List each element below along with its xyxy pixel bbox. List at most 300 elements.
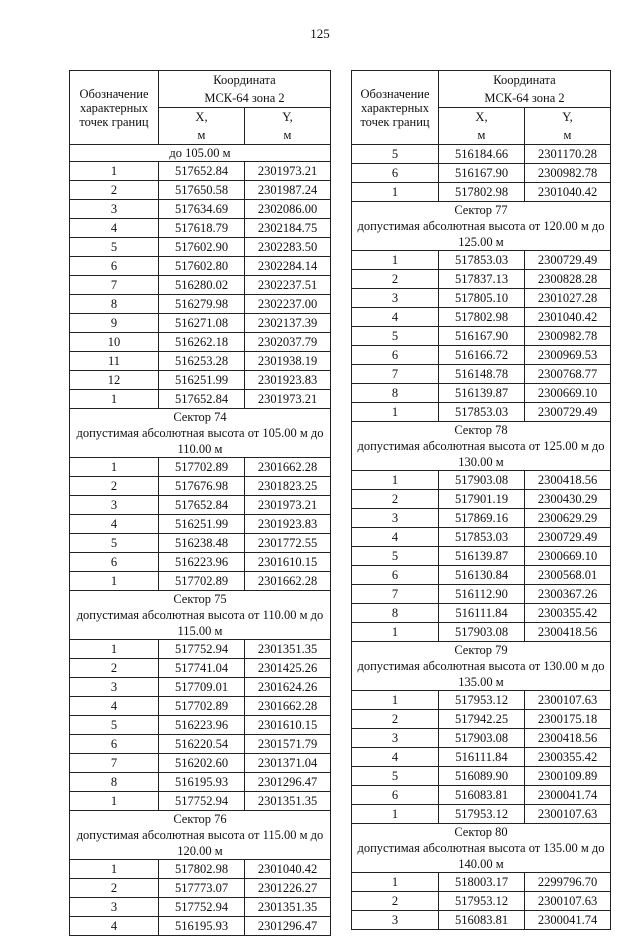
column-header-x bbox=[439, 108, 525, 145]
point-number: 2 bbox=[352, 270, 439, 289]
point-number: 4 bbox=[70, 219, 159, 238]
coordinate-x: 517752.94 bbox=[159, 792, 245, 811]
point-number: 9 bbox=[70, 314, 159, 333]
coordinate-y: 2300355.42 bbox=[525, 748, 611, 767]
coordinate-x: 516139.87 bbox=[439, 384, 525, 403]
point-number: 1 bbox=[352, 873, 439, 892]
coordinate-y: 2301973.21 bbox=[245, 496, 331, 515]
coordinate-y: 2301973.21 bbox=[245, 390, 331, 409]
coordinate-y: 2301973.21 bbox=[245, 162, 331, 181]
table-row bbox=[352, 471, 611, 490]
point-number: 7 bbox=[70, 276, 159, 295]
coordinate-y: 2301823.25 bbox=[245, 477, 331, 496]
table-row bbox=[352, 767, 611, 786]
table-row bbox=[70, 572, 331, 591]
sector-header-row bbox=[70, 409, 331, 458]
sector-altitude-range: допустимая абсолютная высота от 105.00 м до 110.00 м bbox=[76, 426, 324, 456]
table-row bbox=[352, 691, 611, 710]
coordinate-x: 516184.66 bbox=[439, 145, 525, 164]
coordinate-y: 2300629.29 bbox=[525, 509, 611, 528]
sector-header-row bbox=[70, 811, 331, 860]
point-number: 1 bbox=[70, 390, 159, 409]
point-number: 2 bbox=[70, 181, 159, 200]
coordinate-x: 517652.84 bbox=[159, 496, 245, 515]
coordinate-x: 517901.19 bbox=[439, 490, 525, 509]
point-number: 5 bbox=[352, 767, 439, 786]
table-row bbox=[70, 917, 331, 936]
table-row bbox=[352, 892, 611, 911]
sector-header-row bbox=[352, 202, 611, 251]
coordinate-x: 517773.07 bbox=[159, 879, 245, 898]
coordinate-y: 2301662.28 bbox=[245, 697, 331, 716]
coordinate-system: МСК-64 зона 2 bbox=[204, 91, 285, 105]
sector-altitude-range: до 105.00 м bbox=[169, 146, 231, 160]
point-number: 5 bbox=[70, 238, 159, 257]
coordinate-x: 516220.54 bbox=[159, 735, 245, 754]
sector-title: Сектор 80 bbox=[454, 825, 508, 839]
coordinate-x: 517903.08 bbox=[439, 623, 525, 642]
coordinate-y: 2300041.74 bbox=[525, 786, 611, 805]
point-number: 1 bbox=[70, 572, 159, 591]
sector-header bbox=[70, 409, 331, 458]
point-number: 3 bbox=[352, 289, 439, 308]
coordinate-y: 2301027.28 bbox=[525, 289, 611, 308]
point-number: 3 bbox=[352, 911, 439, 930]
coordinate-y: 2301351.35 bbox=[245, 792, 331, 811]
point-number: 3 bbox=[352, 729, 439, 748]
x-label: X, bbox=[475, 110, 488, 124]
coordinate-x: 517953.12 bbox=[439, 691, 525, 710]
sector-altitude-range: допустимая абсолютная высота от 135.00 м до 140.00 м bbox=[357, 841, 605, 871]
coordinate-y: 2300982.78 bbox=[525, 327, 611, 346]
point-number: 12 bbox=[70, 371, 159, 390]
table-row bbox=[352, 585, 611, 604]
coordinate-x: 516083.81 bbox=[439, 786, 525, 805]
table-row bbox=[352, 365, 611, 384]
point-number: 2 bbox=[70, 659, 159, 678]
table-row bbox=[352, 327, 611, 346]
table-row bbox=[70, 640, 331, 659]
point-number: 3 bbox=[70, 200, 159, 219]
table-row bbox=[70, 238, 331, 257]
coordinate-x: 516089.90 bbox=[439, 767, 525, 786]
coordinate-x: 516195.93 bbox=[159, 917, 245, 936]
coordinate-x: 517652.84 bbox=[159, 390, 245, 409]
table-row bbox=[70, 496, 331, 515]
coordinate-y: 2301987.24 bbox=[245, 181, 331, 200]
point-number: 7 bbox=[70, 754, 159, 773]
column-header-y bbox=[245, 108, 331, 145]
sector-title: Сектор 76 bbox=[173, 812, 227, 826]
table-row bbox=[352, 805, 611, 824]
coordinate-x: 517741.04 bbox=[159, 659, 245, 678]
y-unit: м bbox=[563, 128, 572, 142]
coordinate-y: 2300982.78 bbox=[525, 164, 611, 183]
table-row bbox=[352, 566, 611, 585]
table-row bbox=[352, 547, 611, 566]
sector-header bbox=[352, 422, 611, 471]
coordinate-y: 2301425.26 bbox=[245, 659, 331, 678]
coordinate-x: 516251.99 bbox=[159, 515, 245, 534]
table-row bbox=[70, 219, 331, 238]
coordinate-x: 517802.98 bbox=[439, 308, 525, 327]
coordinate-x: 516195.93 bbox=[159, 773, 245, 792]
coordinate-y: 2300367.26 bbox=[525, 585, 611, 604]
coordinate-x: 516166.72 bbox=[439, 346, 525, 365]
table-row bbox=[70, 879, 331, 898]
y-unit: м bbox=[283, 128, 292, 142]
table-row bbox=[70, 276, 331, 295]
point-number: 1 bbox=[352, 251, 439, 270]
coordinate-y: 2301170.28 bbox=[525, 145, 611, 164]
point-number: 1 bbox=[70, 792, 159, 811]
x-label: X, bbox=[195, 110, 208, 124]
point-number: 4 bbox=[70, 917, 159, 936]
coordinate-x: 517702.89 bbox=[159, 458, 245, 477]
coordinate-x: 517853.03 bbox=[439, 403, 525, 422]
point-number: 1 bbox=[352, 623, 439, 642]
table-row bbox=[70, 754, 331, 773]
coordinate-y: 2301296.47 bbox=[245, 917, 331, 936]
coordinate-y: 2301571.79 bbox=[245, 735, 331, 754]
point-number: 4 bbox=[352, 528, 439, 547]
point-number: 8 bbox=[70, 295, 159, 314]
coordinate-y: 2301226.27 bbox=[245, 879, 331, 898]
point-number: 5 bbox=[352, 547, 439, 566]
coordinate-x: 516202.60 bbox=[159, 754, 245, 773]
coordinate-y: 2300041.74 bbox=[525, 911, 611, 930]
coordinate-y: 2301923.83 bbox=[245, 371, 331, 390]
point-number: 1 bbox=[70, 640, 159, 659]
point-number: 11 bbox=[70, 352, 159, 371]
coordinate-y: 2300418.56 bbox=[525, 623, 611, 642]
coordinate-system: МСК-64 зона 2 bbox=[484, 91, 565, 105]
sector-altitude-range: допустимая абсолютная высота от 125.00 м до 130.00 м bbox=[357, 439, 605, 469]
coordinate-y: 2301040.42 bbox=[525, 308, 611, 327]
sector-header-row bbox=[70, 591, 331, 640]
point-number: 1 bbox=[70, 162, 159, 181]
coordinate-x: 517652.84 bbox=[159, 162, 245, 181]
coordinate-x: 516279.98 bbox=[159, 295, 245, 314]
sector-header bbox=[70, 145, 331, 162]
point-number: 4 bbox=[352, 748, 439, 767]
sector-header-row bbox=[70, 145, 331, 162]
coordinate-x: 517953.12 bbox=[439, 892, 525, 911]
table-row bbox=[352, 384, 611, 403]
coordinate-y: 2301351.35 bbox=[245, 898, 331, 917]
coordinates-table-right bbox=[351, 70, 611, 930]
sector-header bbox=[352, 642, 611, 691]
coordinate-x: 516251.99 bbox=[159, 371, 245, 390]
coordinate-x: 517676.98 bbox=[159, 477, 245, 496]
column-header-designation: Обозначение характерных точек границ bbox=[70, 71, 159, 145]
coordinate-x: 518003.17 bbox=[439, 873, 525, 892]
coordinate-y: 2301662.28 bbox=[245, 458, 331, 477]
coordinate-x: 517702.89 bbox=[159, 697, 245, 716]
coordinate-y: 2300729.49 bbox=[525, 251, 611, 270]
sector-header-row bbox=[352, 824, 611, 873]
sector-header bbox=[70, 811, 331, 860]
coordinate-x: 517942.25 bbox=[439, 710, 525, 729]
coordinate-x: 516167.90 bbox=[439, 327, 525, 346]
coordinate-title: Координата bbox=[213, 73, 276, 87]
coordinate-x: 517702.89 bbox=[159, 572, 245, 591]
point-number: 1 bbox=[352, 403, 439, 422]
coordinate-x: 516111.84 bbox=[439, 604, 525, 623]
x-unit: м bbox=[477, 128, 486, 142]
coordinate-y: 2300669.10 bbox=[525, 384, 611, 403]
coordinate-x: 516223.96 bbox=[159, 716, 245, 735]
point-number: 1 bbox=[70, 458, 159, 477]
sector-altitude-range: допустимая абсолютная высота от 120.00 м до 125.00 м bbox=[357, 219, 605, 249]
table-row bbox=[352, 251, 611, 270]
coordinate-x: 517618.79 bbox=[159, 219, 245, 238]
point-number: 7 bbox=[352, 365, 439, 384]
table-row bbox=[70, 181, 331, 200]
sector-altitude-range: допустимая абсолютная высота от 130.00 м до 135.00 м bbox=[357, 659, 605, 689]
coordinate-x: 517602.80 bbox=[159, 257, 245, 276]
coordinate-y: 2300768.77 bbox=[525, 365, 611, 384]
coordinate-x: 516083.81 bbox=[439, 911, 525, 930]
coordinate-y: 2300729.49 bbox=[525, 403, 611, 422]
coordinate-y: 2301662.28 bbox=[245, 572, 331, 591]
point-number: 8 bbox=[352, 604, 439, 623]
sector-header-row bbox=[352, 642, 611, 691]
point-number: 2 bbox=[70, 477, 159, 496]
coordinate-x: 516223.96 bbox=[159, 553, 245, 572]
coordinate-y: 2301040.42 bbox=[245, 860, 331, 879]
table-row bbox=[70, 735, 331, 754]
table-row bbox=[70, 773, 331, 792]
coordinate-y: 2301610.15 bbox=[245, 716, 331, 735]
table-row bbox=[352, 873, 611, 892]
sector-title: Сектор 78 bbox=[454, 423, 508, 437]
coordinate-y: 2300430.29 bbox=[525, 490, 611, 509]
point-number: 6 bbox=[352, 566, 439, 585]
coordinate-y: 2300418.56 bbox=[525, 729, 611, 748]
coordinate-y: 2300107.63 bbox=[525, 805, 611, 824]
table-row bbox=[352, 308, 611, 327]
table-row bbox=[352, 509, 611, 528]
coordinate-y: 2300669.10 bbox=[525, 547, 611, 566]
coordinate-y: 2300109.89 bbox=[525, 767, 611, 786]
coordinate-y: 2302237.00 bbox=[245, 295, 331, 314]
coordinate-y: 2300828.28 bbox=[525, 270, 611, 289]
coordinate-y: 2302086.00 bbox=[245, 200, 331, 219]
coordinate-x: 516167.90 bbox=[439, 164, 525, 183]
coordinate-y: 2300418.56 bbox=[525, 471, 611, 490]
coordinate-x: 517802.98 bbox=[439, 183, 525, 202]
coordinate-y: 2301040.42 bbox=[525, 183, 611, 202]
coordinate-y: 2301772.55 bbox=[245, 534, 331, 553]
coordinate-x: 516262.18 bbox=[159, 333, 245, 352]
point-number: 3 bbox=[70, 678, 159, 697]
coordinate-y: 2302037.79 bbox=[245, 333, 331, 352]
table-row bbox=[70, 659, 331, 678]
x-unit: м bbox=[197, 128, 206, 142]
point-number: 4 bbox=[70, 515, 159, 534]
table-row bbox=[352, 786, 611, 805]
coordinate-y: 2302284.14 bbox=[245, 257, 331, 276]
table-row bbox=[70, 515, 331, 534]
table-row bbox=[352, 729, 611, 748]
coordinate-x: 516139.87 bbox=[439, 547, 525, 566]
coordinate-x: 517752.94 bbox=[159, 898, 245, 917]
point-number: 6 bbox=[70, 553, 159, 572]
coordinate-x: 517903.08 bbox=[439, 729, 525, 748]
table-row bbox=[352, 403, 611, 422]
point-number: 2 bbox=[70, 879, 159, 898]
point-number: 8 bbox=[70, 773, 159, 792]
point-number: 10 bbox=[70, 333, 159, 352]
point-number: 1 bbox=[352, 183, 439, 202]
coordinate-x: 516253.28 bbox=[159, 352, 245, 371]
table-row bbox=[352, 164, 611, 183]
table-row bbox=[352, 270, 611, 289]
table-row bbox=[70, 295, 331, 314]
point-number: 1 bbox=[352, 691, 439, 710]
table-row bbox=[352, 346, 611, 365]
sector-header bbox=[70, 591, 331, 640]
coordinate-y: 2301351.35 bbox=[245, 640, 331, 659]
coordinate-x: 516271.08 bbox=[159, 314, 245, 333]
point-number: 6 bbox=[352, 164, 439, 183]
coordinate-x: 517853.03 bbox=[439, 251, 525, 270]
coordinate-x: 517853.03 bbox=[439, 528, 525, 547]
point-number: 6 bbox=[70, 257, 159, 276]
table-row bbox=[352, 748, 611, 767]
sector-altitude-range: допустимая абсолютная высота от 110.00 м до 115.00 м bbox=[76, 608, 324, 638]
column-header-designation: Обозначение характерных точек границ bbox=[352, 71, 439, 145]
column-header-coordinate bbox=[439, 71, 611, 108]
sector-title: Сектор 79 bbox=[454, 643, 508, 657]
coordinate-y: 2300729.49 bbox=[525, 528, 611, 547]
column-header-y bbox=[525, 108, 611, 145]
table-row bbox=[352, 490, 611, 509]
coordinate-y: 2302283.50 bbox=[245, 238, 331, 257]
table-row bbox=[70, 716, 331, 735]
coordinate-x: 517650.58 bbox=[159, 181, 245, 200]
table-row bbox=[70, 678, 331, 697]
coordinate-y: 2302184.75 bbox=[245, 219, 331, 238]
coordinate-x: 517752.94 bbox=[159, 640, 245, 659]
table-row bbox=[70, 162, 331, 181]
point-number: 2 bbox=[352, 490, 439, 509]
coordinate-y: 2301624.26 bbox=[245, 678, 331, 697]
table-row bbox=[70, 553, 331, 572]
table-row bbox=[352, 604, 611, 623]
point-number: 2 bbox=[352, 710, 439, 729]
point-number: 3 bbox=[70, 496, 159, 515]
table-row bbox=[70, 371, 331, 390]
coordinate-title: Координата bbox=[493, 73, 556, 87]
table-row bbox=[70, 257, 331, 276]
coordinate-y: 2301610.15 bbox=[245, 553, 331, 572]
point-number: 5 bbox=[352, 327, 439, 346]
point-number: 4 bbox=[70, 697, 159, 716]
column-header-x bbox=[159, 108, 245, 145]
table-row bbox=[70, 860, 331, 879]
sector-title: Сектор 75 bbox=[173, 592, 227, 606]
table-row bbox=[70, 477, 331, 496]
coordinate-x: 517805.10 bbox=[439, 289, 525, 308]
point-number: 6 bbox=[70, 735, 159, 754]
point-number: 3 bbox=[70, 898, 159, 917]
coordinate-x: 516130.84 bbox=[439, 566, 525, 585]
coordinate-x: 516111.84 bbox=[439, 748, 525, 767]
coordinate-y: 2300107.63 bbox=[525, 691, 611, 710]
coordinate-y: 2301371.04 bbox=[245, 754, 331, 773]
coordinate-x: 517903.08 bbox=[439, 471, 525, 490]
coordinate-y: 2301296.47 bbox=[245, 773, 331, 792]
coordinate-y: 2302137.39 bbox=[245, 314, 331, 333]
point-number: 5 bbox=[352, 145, 439, 164]
coordinate-y: 2299796.70 bbox=[525, 873, 611, 892]
point-number: 8 bbox=[352, 384, 439, 403]
coordinate-x: 516238.48 bbox=[159, 534, 245, 553]
table-row bbox=[70, 898, 331, 917]
table-row bbox=[352, 528, 611, 547]
coordinate-y: 2300568.01 bbox=[525, 566, 611, 585]
table-row bbox=[352, 623, 611, 642]
sector-title: Сектор 74 bbox=[173, 410, 227, 424]
coordinate-y: 2302237.51 bbox=[245, 276, 331, 295]
table-row bbox=[352, 911, 611, 930]
coordinate-x: 517837.13 bbox=[439, 270, 525, 289]
y-label: Y, bbox=[282, 110, 293, 124]
table-row bbox=[70, 314, 331, 333]
coordinate-x: 517634.69 bbox=[159, 200, 245, 219]
point-number: 1 bbox=[352, 471, 439, 490]
point-number: 6 bbox=[352, 346, 439, 365]
coordinate-y: 2301923.83 bbox=[245, 515, 331, 534]
coordinate-y: 2301938.19 bbox=[245, 352, 331, 371]
point-number: 7 bbox=[352, 585, 439, 604]
table-row bbox=[70, 534, 331, 553]
table-row bbox=[352, 183, 611, 202]
table-row bbox=[70, 200, 331, 219]
coordinate-x: 517869.16 bbox=[439, 509, 525, 528]
table-row bbox=[352, 710, 611, 729]
table-row bbox=[70, 792, 331, 811]
sector-altitude-range: допустимая абсолютная высота от 115.00 м до 120.00 м bbox=[76, 828, 324, 858]
table-row bbox=[70, 333, 331, 352]
table-row bbox=[352, 145, 611, 164]
point-number: 4 bbox=[352, 308, 439, 327]
table-row bbox=[70, 390, 331, 409]
coordinate-x: 516280.02 bbox=[159, 276, 245, 295]
y-label: Y, bbox=[562, 110, 573, 124]
point-number: 1 bbox=[70, 860, 159, 879]
coordinate-x: 517709.01 bbox=[159, 678, 245, 697]
coordinate-x: 516148.78 bbox=[439, 365, 525, 384]
coordinate-x: 517602.90 bbox=[159, 238, 245, 257]
coordinate-x: 516112.90 bbox=[439, 585, 525, 604]
coordinate-y: 2300107.63 bbox=[525, 892, 611, 911]
table-row bbox=[70, 458, 331, 477]
coordinate-x: 517953.12 bbox=[439, 805, 525, 824]
sector-header-row bbox=[352, 422, 611, 471]
coordinate-x: 517802.98 bbox=[159, 860, 245, 879]
coordinate-y: 2300969.53 bbox=[525, 346, 611, 365]
point-number: 5 bbox=[70, 716, 159, 735]
sector-title: Сектор 77 bbox=[454, 203, 508, 217]
point-number: 1 bbox=[352, 805, 439, 824]
column-header-coordinate bbox=[159, 71, 331, 108]
table-row bbox=[70, 352, 331, 371]
sector-header bbox=[352, 824, 611, 873]
point-number: 5 bbox=[70, 534, 159, 553]
